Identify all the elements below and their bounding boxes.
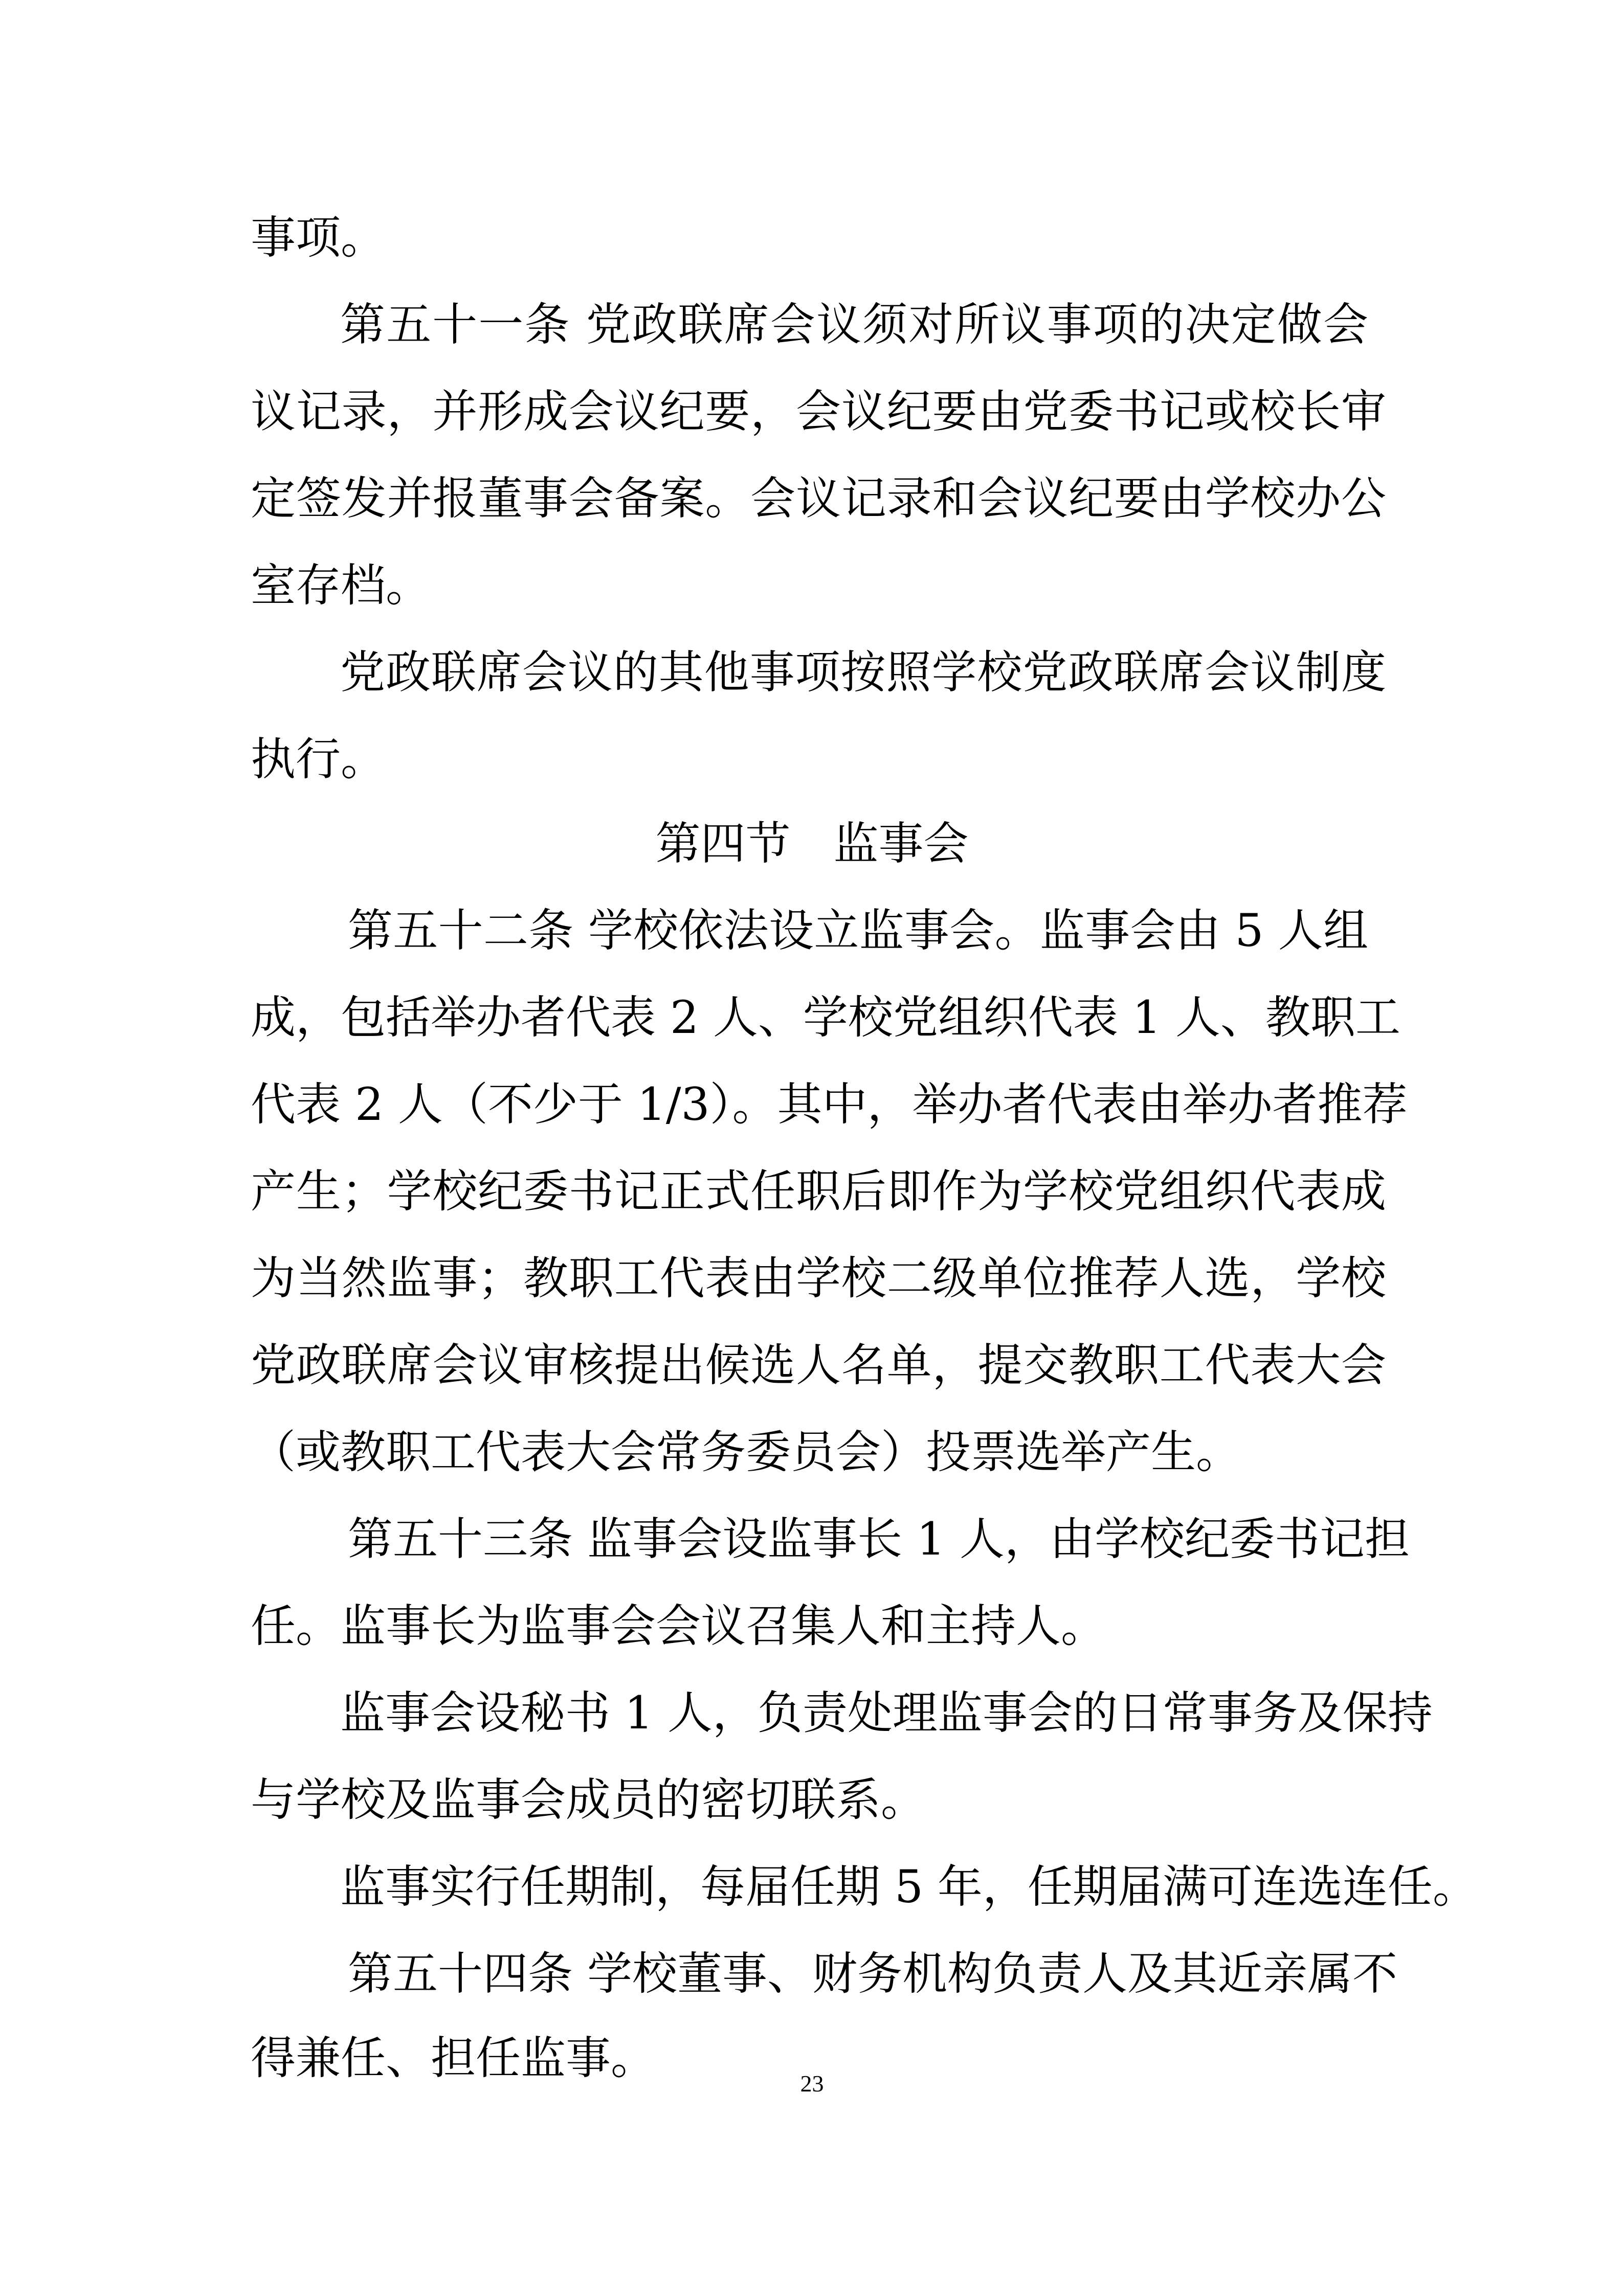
paragraph-line: 党政联席会议的其他事项按照学校党政联席会议制度	[340, 646, 1386, 699]
text-line: 事项。	[251, 211, 386, 264]
text-line: 与学校及监事会成员的密切联系。	[251, 1773, 926, 1826]
article-52-line: 第五十二条 学校依法设立监事会。监事会由 5 人组	[348, 904, 1368, 957]
paragraph-line: 监事实行任期制，每届任期 5 年，任期届满可连选连任。	[340, 1860, 1478, 1913]
text-line: 代表 2 人（不少于 1/3）。其中，举办者代表由举办者推荐	[251, 1078, 1408, 1131]
page-number: 23	[800, 2070, 824, 2097]
article-51-line: 第五十一条 党政联席会议须对所议事项的决定做会	[340, 298, 1368, 351]
text-line: 产生；学校纪委书记正式任职后即作为学校党组织代表成	[251, 1165, 1386, 1218]
text-line: 执行。	[251, 733, 386, 785]
section-heading: 第四节 监事会	[655, 817, 969, 870]
text-line: 议记录，并形成会议纪要，会议纪要由党委书记或校长审	[251, 385, 1386, 438]
text-line: 定签发并报董事会备案。会议记录和会议纪要由学校办公	[251, 472, 1386, 525]
text-line: 成，包括举办者代表 2 人、学校党组织代表 1 人、教职工	[251, 991, 1400, 1044]
article-53-line: 第五十三条 监事会设监事长 1 人，由学校纪委书记担	[348, 1513, 1410, 1565]
text-line: 党政联席会议审核提出候选人名单，提交教职工代表大会	[251, 1339, 1386, 1391]
text-line: 为当然监事；教职工代表由学校二级单位推荐人选，学校	[251, 1252, 1386, 1304]
article-54-line: 第五十四条 学校董事、财务机构负责人及其近亲属不	[348, 1947, 1397, 2000]
paragraph-line: 监事会设秘书 1 人，负责处理监事会的日常事务及保持	[340, 1686, 1433, 1739]
text-line: 室存档。	[251, 559, 431, 612]
text-line: 任。监事长为监事会会议召集人和主持人。	[251, 1600, 1106, 1652]
text-line: （或教职工代表大会常务委员会）投票选举产生。	[251, 1426, 1241, 1478]
text-line: 得兼任、担任监事。	[251, 2032, 656, 2084]
